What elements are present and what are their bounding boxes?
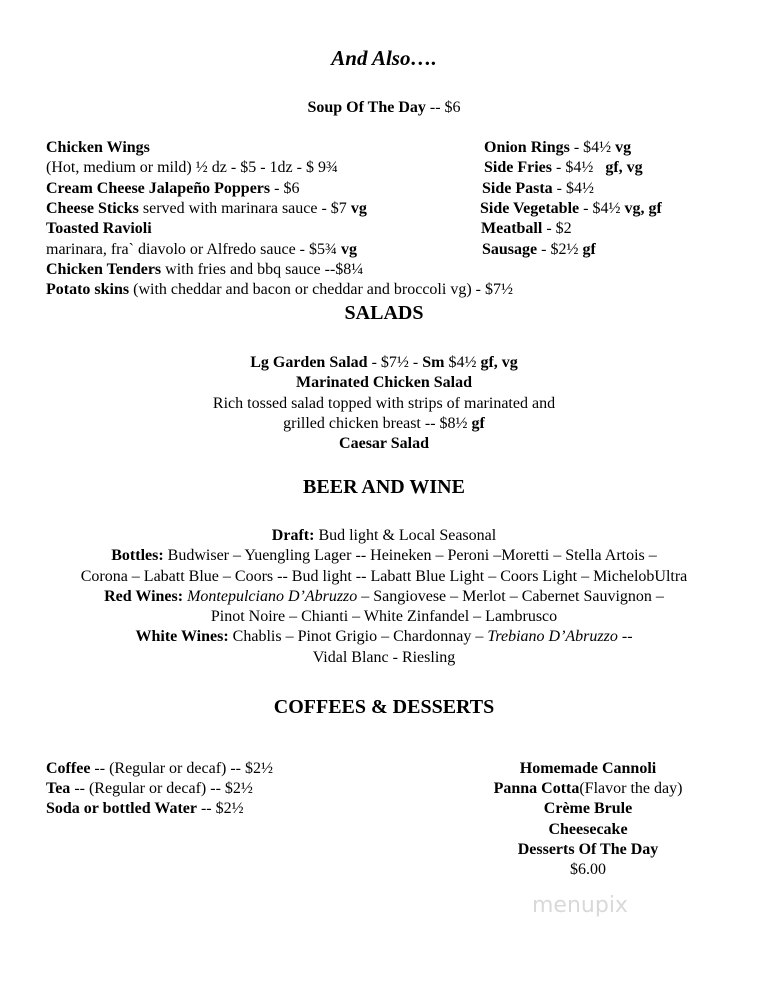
draft-line: Draft: Bud light & Local Seasonal (271, 527, 497, 544)
salad-chicken: Marinated Chicken Salad (295, 374, 472, 391)
appetizer-left-2: (Hot, medium or mild) ½ dz - $5 - 1dz - $ 9¾ (46, 159, 338, 176)
side-item-2: Side Fries - $4½ gf, vg (484, 159, 643, 176)
salad-chicken-desc-2: grilled chicken breast -- $8½ gf (283, 415, 485, 432)
appetizer-left-8: Potato skins (with cheddar and bacon or cheddar and broccoli vg) - $7½ (46, 281, 513, 298)
dessert-5: Desserts Of The Day (517, 841, 659, 858)
appetizer-left-3: Cream Cheese Jalapeño Poppers - $6 (46, 180, 300, 197)
drink-soda: Soda or bottled Water -- $2½ (46, 800, 244, 817)
white-wines-line: White Wines: Chablis – Pinot Grigio – Chardonnay – Trebiano D’Abruzzo -- (135, 628, 633, 645)
bottles-line: Bottles: Budwiser – Yuengling Lager -- Heineken – Peroni –Moretti – Stella Artois – (111, 547, 657, 564)
appetizer-left-1: Chicken Wings (46, 139, 150, 156)
drink-tea: Tea -- (Regular or decaf) -- $2½ (46, 780, 253, 797)
dessert-4: Cheesecake (548, 821, 628, 838)
white-wines-line-2: Vidal Blanc - Riesling (312, 649, 456, 666)
red-wines-line-2: Pinot Noire – Chianti – White Zinfandel – Lambrusco (210, 608, 558, 625)
salad-caesar: Caesar Salad (339, 435, 429, 452)
side-item-5: Meatball - $2 (481, 220, 572, 237)
dessert-1: Homemade Cannoli (519, 760, 657, 777)
salad-garden: Lg Garden Salad - $7½ - Sm $4½ gf, vg (250, 354, 518, 371)
soup-name: Soup Of The Day (307, 99, 426, 116)
page-title: And Also…. (331, 46, 437, 70)
appetizer-left-5: Toasted Ravioli (46, 220, 152, 237)
watermark-logo: menupix (532, 893, 628, 918)
soup-price: -- $6 (425, 99, 461, 116)
beer-wine-heading: BEER AND WINE (303, 476, 465, 498)
appetizer-left-6: marinara, fra` diavolo or Alfredo sauce - $5¾ vg (46, 241, 357, 258)
side-item-1: Onion Rings - $4½ vg (484, 139, 632, 156)
dessert-2: Panna Cotta(Flavor the day) (493, 780, 683, 797)
appetizer-left-7: Chicken Tenders with fries and bbq sauce --$8¼ (46, 261, 364, 278)
salads-heading: SALADS (344, 302, 424, 324)
side-item-6: Sausage - $2½ gf (482, 241, 596, 258)
bottles-line-2: Corona – Labatt Blue – Coors -- Bud light -- Labatt Blue Light – Coors Light – MichelobUltra (80, 568, 688, 585)
side-item-3: Side Pasta - $4½ (482, 180, 594, 197)
side-item-4: Side Vegetable - $4½ vg, gf (480, 200, 662, 217)
dessert-3: Crème Brule (543, 800, 633, 817)
salad-chicken-desc-1: Rich tossed salad topped with strips of marinated and (212, 395, 556, 412)
drink-coffee: Coffee -- (Regular or decaf) -- $2½ (46, 760, 273, 777)
red-wines-line: Red Wines: Montepulciano D’Abruzzo – Sangiovese – Merlot – Cabernet Sauvignon – (104, 588, 664, 605)
dessert-price: $6.00 (570, 861, 606, 878)
coffees-heading: COFFEES & DESSERTS (273, 696, 495, 718)
appetizer-left-4: Cheese Sticks served with marinara sauce - $7 vg (46, 200, 367, 217)
soup-line (0, 98, 768, 118)
